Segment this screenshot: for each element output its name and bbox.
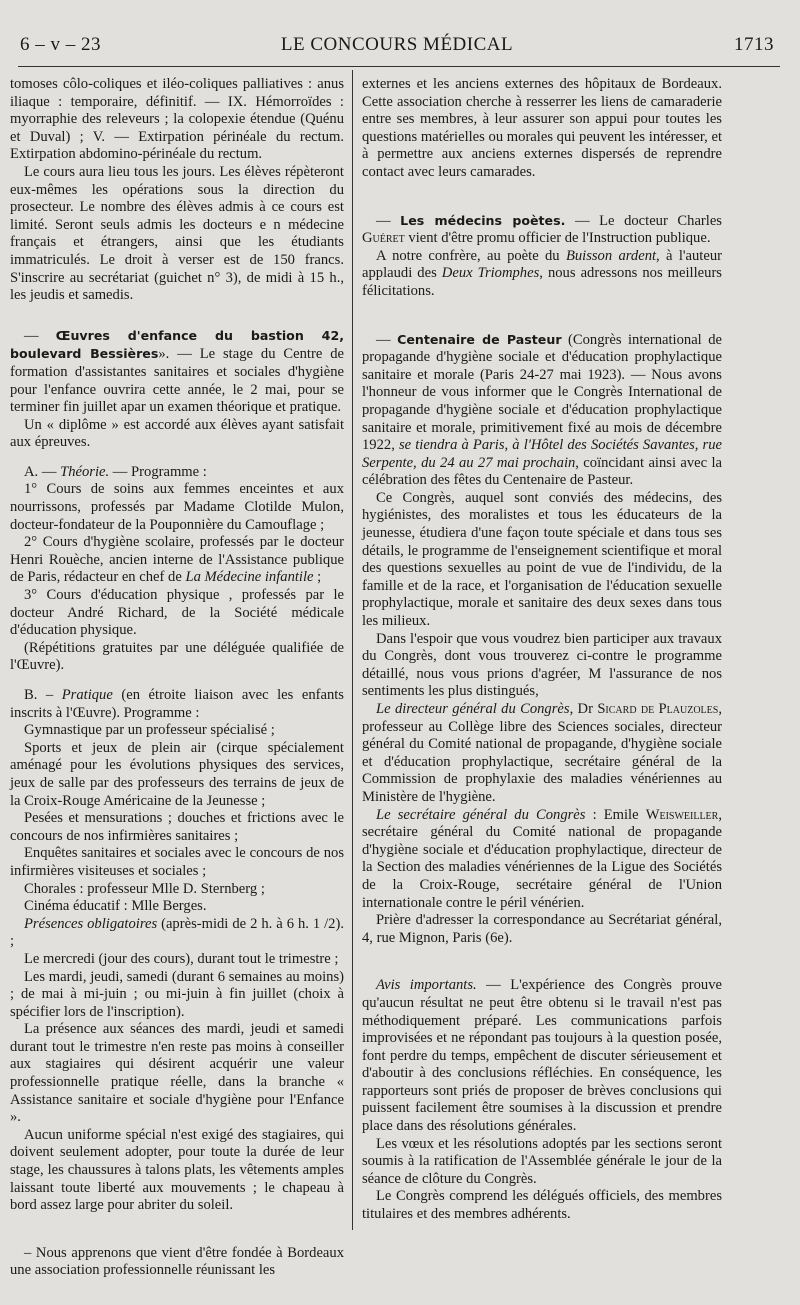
paragraph: Le cours aura lieu tous les jours. Les élèves répèteront eux-mêmes les opérations sous la direction du prosecteur. Le nombre des élèves admis à ce cours est limité. Seront seuls admis les docteurs e n médecine français et étrangers, ainsi que les étudiants immatriculés. Le droit à verser est de 150 francs. S'inscrire au secrétariat (guichet n° 3), de midi à 15 h., les jeudis et samedis.: [10, 163, 344, 304]
text: , coïncidant ainsi avec la célébration des fêtes du Centenaire de Pasteur.: [362, 454, 722, 489]
column-divider: [352, 70, 353, 1230]
paragraph: Ce Congrès, auquel sont conviés des médecins, des hygiénistes, des moralistes et tous les éducateurs de la jeunesse, étudiera d'une façon toute spéciale et dans tous ses détails, le programme de l'enseignement scientifique et moral des questions sexuelles au point de vue de l'individu, de la famille et de la race, et l'organisation de l'éducation sexuelle prophylactique, morale et sanitaire des deux sexes dans tous les milieux.: [362, 489, 722, 630]
person-name: Sicard de Plauzoles: [597, 701, 719, 717]
list-item: Cinéma éducatif : Mlle Berges.: [24, 898, 207, 915]
page-header: [20, 34, 774, 60]
right-column: [362, 76, 722, 1224]
section-oeuvres: [10, 327, 344, 417]
list-item: 1° Cours de soins aux femmes enceintes et aux nourrissons, professés par Madame Clotilde Mulon, docteur-fondateur de la Pouponnière du Camouflage ;: [10, 481, 344, 533]
list-item: [10, 534, 344, 587]
left-column: [10, 76, 344, 1280]
book-title: Deux Triomphes: [441, 265, 540, 282]
section-centenaire: [362, 331, 722, 490]
theorie-heading: [10, 464, 344, 482]
paragraph: [362, 701, 722, 807]
text: 2° Cours d'hygiène scolaire, professés par le docteur Henri Rouèche, ancien interne de l'Assistance publique de Paris, rédacteur en chef de: [10, 534, 344, 586]
person-name: Weisweiller: [645, 806, 719, 823]
italic-label: Théorie.: [60, 463, 110, 480]
paragraph: La présence aux séances des mardi, jeudi et samedi durant tout le trimestre n'en reste pas moins à conseiller aux stagiaires qui désirent acquérir une valeur professionnelle pratique réelle, dans la branche « Assistance sanitaire et sociale d'hygiène pour l'Enfance ».: [10, 1021, 344, 1126]
italic-label: Pratique: [61, 687, 113, 703]
text: , secrétaire général du Comité national de propagande d'hygiène sociale et d'éducation prophylactique, directeur de la Section des maladies vénériennes de la Ligue des Sociétés de la Croix-Rouge, secrétaire général de l'Union internationale contre le péril vénérien.: [362, 806, 722, 911]
paragraph: [362, 248, 722, 301]
text: , professeur au Collège libre des Sciences sociales, directeur général du Comité national de propagande, d'hygiène sociale et d'éducation prophylactique, secrétaire général de la Commission de prophylaxie des maladies vénériennes au Ministère de l'hygiène.: [362, 701, 722, 805]
list-item: 3° Cours d'éducation physique , professés par le docteur André Richard, de la Société médicale d'éducation physique.: [10, 587, 344, 639]
person-name: Guéret: [362, 230, 405, 247]
text: , nous adressons nos meilleurs félicitations.: [362, 265, 722, 299]
pratique-heading: [10, 687, 344, 722]
text: vient d'être promu officier de l'Instruction publique.: [404, 230, 711, 247]
paragraph: – Nous apprenons que vient d'être fondée à Bordeaux une association professionnelle réunissant les: [10, 1244, 344, 1279]
paragraph: Le Congrès comprend les délégués officiels, des membres titulaires et des membres adhérents.: [362, 1188, 722, 1223]
label: B. –: [24, 687, 62, 703]
text: — Programme :: [109, 463, 207, 480]
text: ;: [313, 569, 322, 586]
text: (en étroite liaison avec les enfants inscrits à l'Œuvre). Programme :: [10, 687, 344, 721]
paragraph: [362, 807, 722, 913]
section-title: Œuvres d'enfance du bastion 42, boulevard Bessières: [10, 327, 344, 362]
book-title: Buisson ardent: [565, 247, 657, 264]
paragraph: Dans l'espoir que vous voudrez bien participer aux travaux du Congrès, dont vous trouverez ci-contre le programme détaillé, nous vous prions d'agréer, M l'assurance de nos sentiments les plus distingués,: [362, 630, 722, 700]
section-body: ». — Le stage du Centre de formation d'assistantes sanitaires et sociales d'hygiène pour l'enfance ouvrira cette année, le 2 mai, pour se terminer fin juillet apar un examen théorique et pratique.: [10, 346, 344, 416]
text: A notre confrère, au poète du: [376, 247, 566, 264]
dash: —: [376, 212, 401, 229]
italic-text: se tiendra à Paris, à l'Hôtel des Sociétés Savantes, rue Serpente, du 24 au 27 mai prochain: [362, 437, 722, 471]
section-title: Les médecins poètes.: [400, 212, 566, 228]
text: , Dr: [569, 701, 598, 717]
list-item: Chorales : professeur Mlle D. Sternberg ;: [24, 880, 265, 897]
italic-label: Avis importants.: [376, 977, 477, 994]
text: (après-midi de 2 h. à 6 h. 1 /2). ;: [10, 915, 344, 950]
section-poetes: [362, 212, 722, 248]
paragraph: tomoses côlo-coliques et iléo-coliques palliatives : anus iliaque : temporaire, définitif. — IX. Hémorroïdes : myorraphie des releveurs ; la colopexie étendue (Quénu et Duval) ; V. — Extirpation périnéale du rectum. Extirpation abdomino-périnéale du rectum.: [10, 76, 344, 163]
journal-title: LE CONCOURS MÉDICAL: [280, 34, 514, 55]
paragraph: Un « diplôme » est accordé aux élèves ayant satisfait aux épreuves.: [10, 416, 344, 451]
text: — Le docteur Charles: [565, 212, 722, 229]
text: , à l'auteur applaudi des: [362, 247, 722, 282]
italic-label: Le secrétaire général du Congrès: [376, 806, 586, 823]
paragraph: externes et les anciens externes des hôpitaux de Bordeaux. Cette association cherche à resserrer les liens de camaraderie entre ses membres, à leur assurer son appui pour toutes les questions matérielles ou morales qui peuvent les intéresser, et à permettre aux anciens externes dispersés de reprendre contact avec leurs camarades.: [362, 76, 722, 180]
list-item: Pesées et mensurations ; douches et frictions avec le concours de nos infirmières sanitaires ;: [10, 810, 344, 844]
paragraph: Aucun uniforme spécial n'est exigé des stagiaires, qui doivent seulement adopter, pour toute la durée de leur stage, les chaussures à talons plats, les vêtements amples laissant toute liberté aux mouvements ; le chapeau à bord assez large pour abriter du soleil.: [10, 1126, 344, 1214]
list-item: Le mercredi (jour des cours), durant tout le trimestre ;: [24, 950, 339, 967]
dash: —: [24, 327, 56, 344]
section-avis: [362, 977, 722, 1135]
journal-name: La Médecine infantile: [185, 569, 314, 586]
list-item: Enquêtes sanitaires et sociales avec le concours de nos infirmières visiteuses et sociales ;: [10, 845, 344, 879]
header-date: 6 – v – 23: [20, 34, 101, 55]
list-item: Gymnastique par un professeur spécialisé ;: [24, 722, 275, 739]
list-item: Sports et jeux de plein air (cirque spécialement aménagé pour les évolutions physiques des services, jeux de salle par des professeurs des terrains de jeux de la Croix-Rouge Américaine de la Jeunesse ;: [10, 739, 344, 809]
paragraph: (Répétitions gratuites par une déléguée qualifiée de l'Œuvre).: [10, 639, 344, 674]
italic-label: Présences obligatoires: [24, 915, 158, 932]
paragraph: Les vœux et les résolutions adoptés par les sections seront soumis à la ratification de l'Assemblée générale le jour de la séance de clôture du Congrès.: [362, 1135, 722, 1187]
text: — L'expérience des Congrès prouve qu'aucun résultat ne peut être obtenu si le travail n'est pas méthodiquement préparé. Les communications parfois improvisées et ne répondant pas toujours à la question posée, font perdre du temps, empêchent de discuter sérieusement et d'aboutir à des conclusions réfléchies. En conséquence, les rapporteurs sont priés de proposer de brèves conclusions qui puissent facilement être soumises à la discussion et prendre place dans des résolutions générales.: [362, 977, 722, 1135]
dash: —: [376, 331, 398, 348]
list-item: Les mardi, jeudi, samedi (durant 6 semaines au moins) ; de mai à mi-juin ; ou mi-juin à fin juillet (choix à spécifier lors de l'inscription).: [10, 968, 344, 1020]
section-title: Centenaire de Pasteur: [397, 331, 562, 347]
paragraph: Prière d'adresser la correspondance au Secrétariat général, 4, rue Mignon, Paris (6e).: [362, 912, 722, 946]
label: A. —: [24, 463, 61, 480]
list-item: [10, 916, 344, 951]
page-number: 1713: [734, 34, 774, 55]
italic-label: Le directeur général du Congrès: [376, 701, 570, 717]
text: : Emile: [585, 806, 646, 823]
text: (Congrès international de propagande d'hygiène sociale et d'éducation prophylactique sanitaire et morale (Paris 24-27 mai 1923). — Nous avons l'honneur de vous informer que le Congrès International de propagande d'hygiène sociale et d'éducation prophylactique sanitaire et morale, primitivement fixé au mois de décembre 1922,: [362, 331, 722, 454]
header-rule: [18, 66, 780, 67]
